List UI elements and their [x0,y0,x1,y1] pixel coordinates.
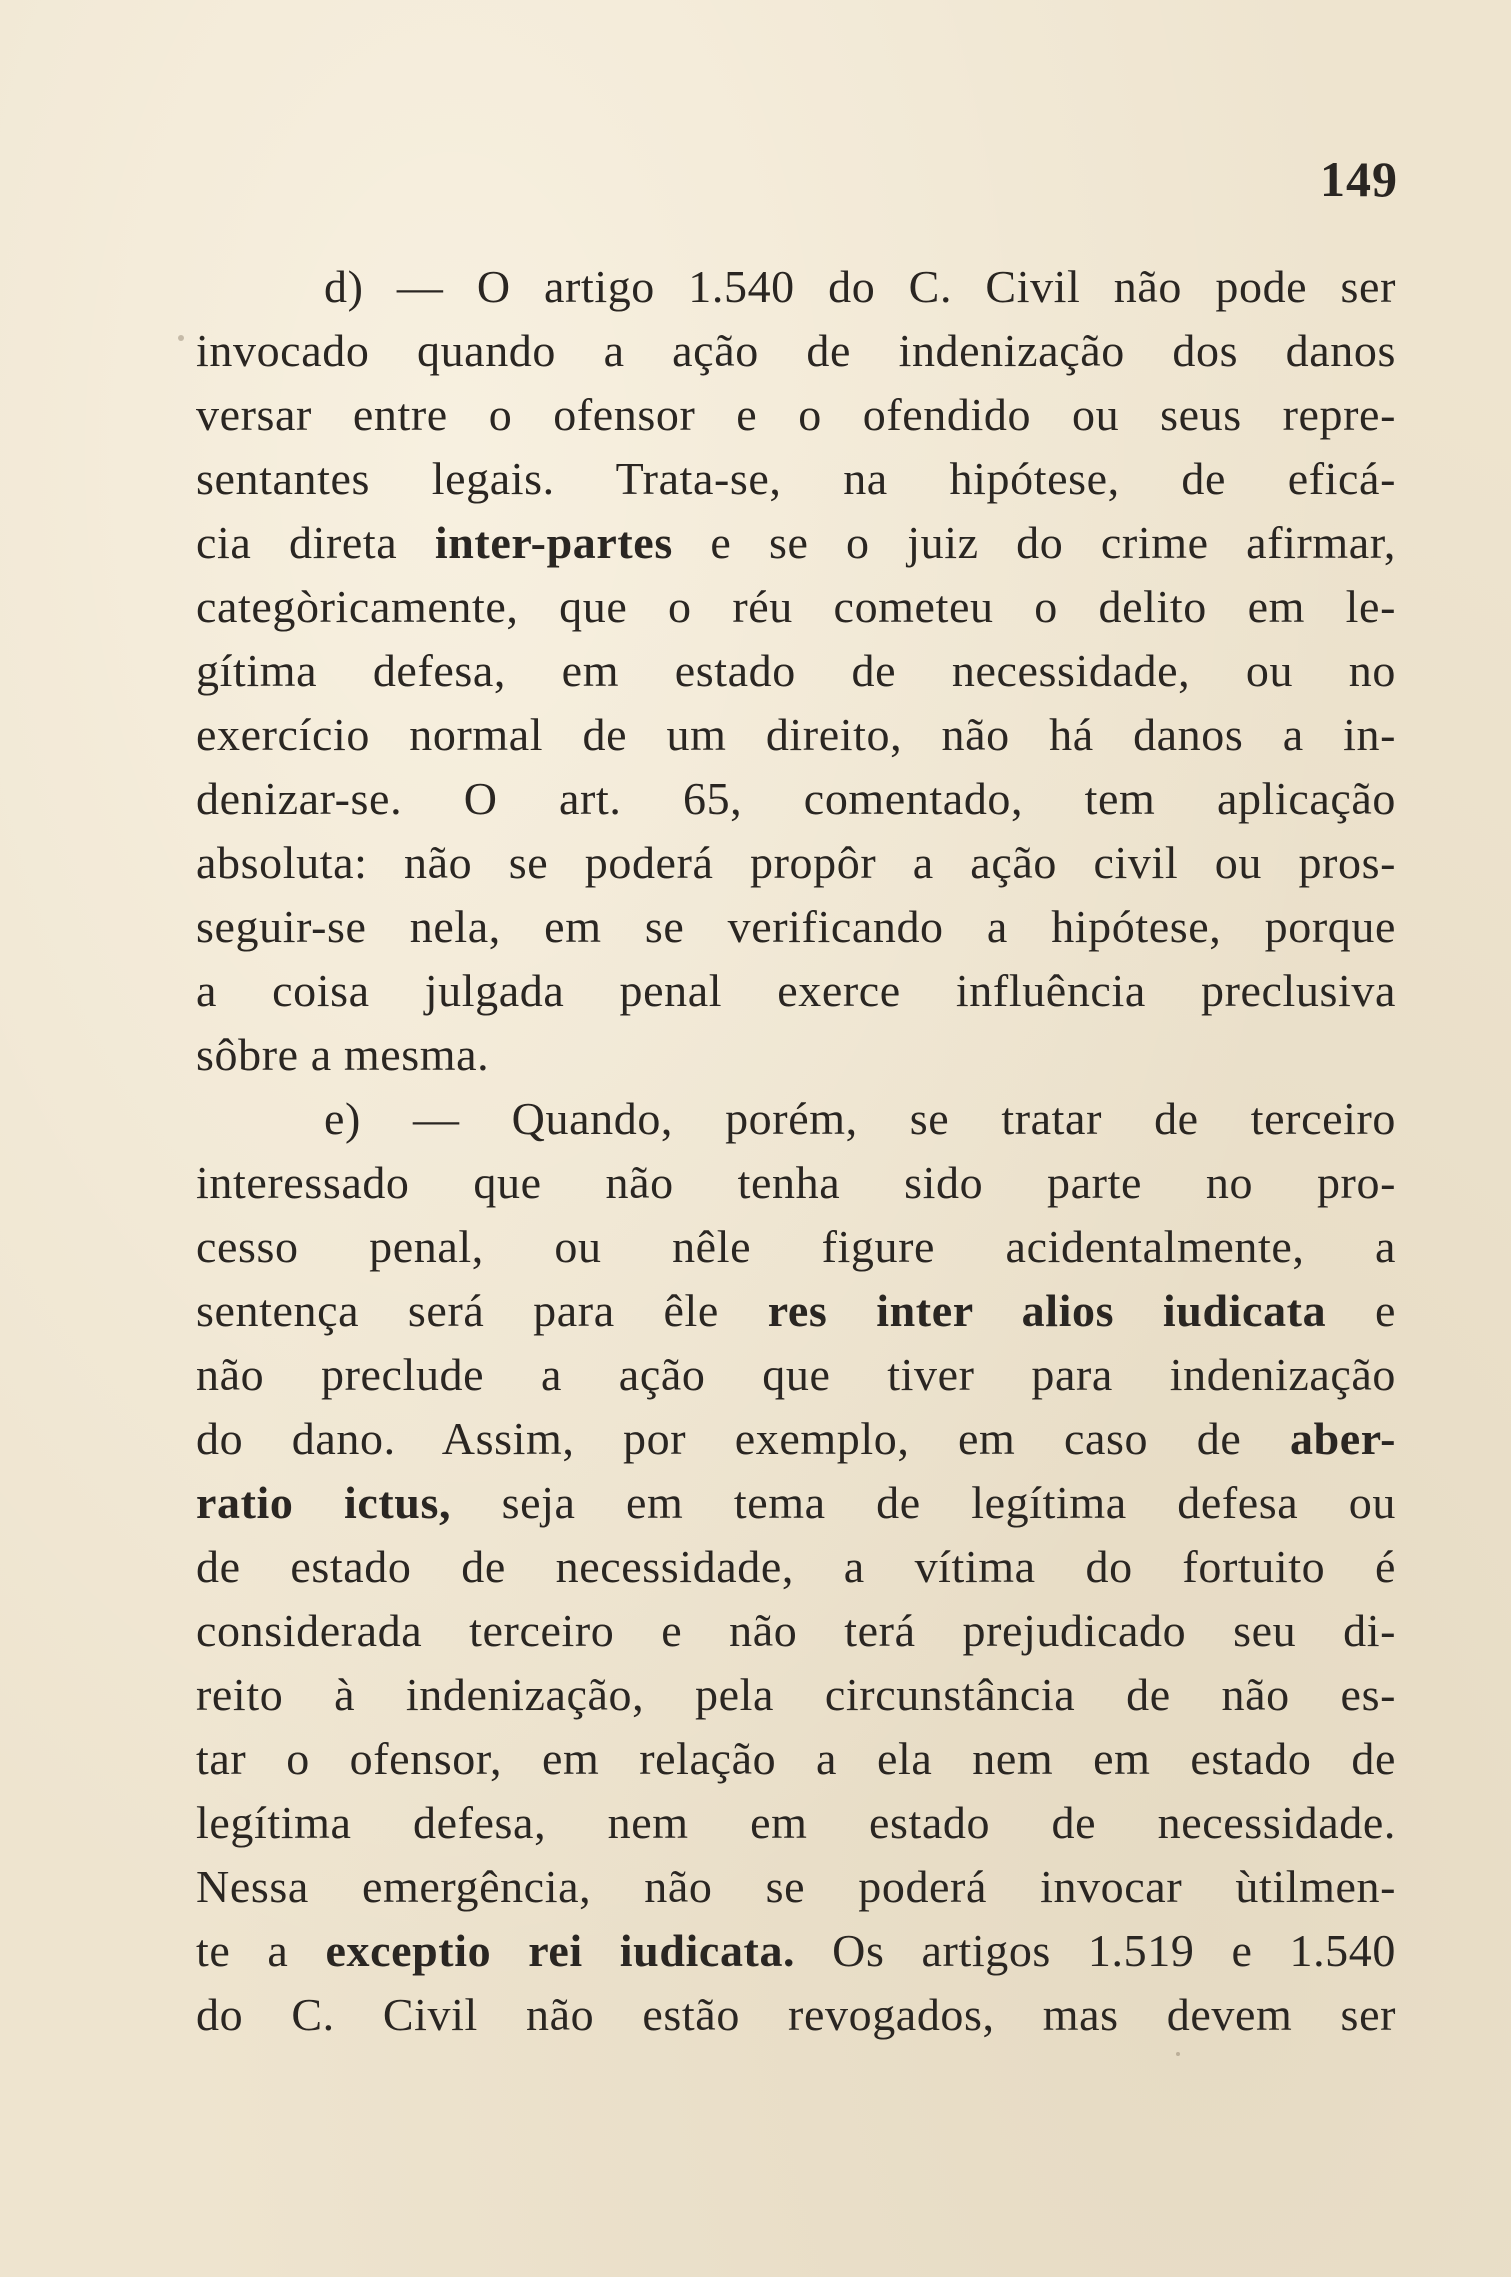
bold-term: ratio ictus, [196,1477,452,1528]
text-segment: categòricamente, que o réu cometeu o delito em le- [196,581,1396,632]
text-segment: e se o juiz do crime afirmar, [672,517,1396,568]
body-text [196,255,1396,2047]
text-segment: exercício normal de um direito, não há danos a in- [196,709,1396,760]
text-line [196,319,1396,383]
paragraph [196,1087,1396,2047]
bold-term: inter-partes [434,517,673,568]
text-segment: cia direta [196,517,435,568]
text-line [196,767,1396,831]
page-number: 149 [1320,151,1398,207]
text-segment: legítima defesa, nem em estado de necessidade. [196,1797,1396,1848]
text-line [196,1535,1396,1599]
text-segment: Os artigos 1.519 e 1.540 [795,1925,1396,1976]
text-line [196,511,1396,575]
text-segment: do dano. Assim, por exemplo, em caso de [196,1413,1290,1464]
text-segment: invocado quando a ação de indenização dos danos [196,325,1396,376]
text-line [196,1471,1396,1535]
text-line [196,639,1396,703]
bold-term: aber- [1289,1413,1396,1464]
text-segment: não preclude a ação que tiver para indenização [196,1349,1396,1400]
text-segment: interessado que não tenha sido parte no pro- [196,1157,1396,1208]
text-segment: gítima defesa, em estado de necessidade, ou no [196,645,1396,696]
text-line [196,255,1396,319]
text-line [196,1343,1396,1407]
text-line [196,1599,1396,1663]
text-segment: e) — Quando, porém, se tratar de terceiro [324,1093,1396,1144]
text-segment: absoluta: não se poderá propôr a ação civil ou pros- [196,837,1396,888]
text-line [196,1663,1396,1727]
text-segment: reito à indenização, pela circunstância de não es- [196,1669,1396,1720]
text-segment: de estado de necessidade, a vítima do fortuito é [196,1541,1396,1592]
bold-term: exceptio rei iudicata. [325,1925,796,1976]
text-segment: seguir-se nela, em se verificando a hipótese, porque [196,901,1396,952]
text-segment: sentantes legais. Trata-se, na hipótese, de eficá- [196,453,1396,504]
text-segment: te a [196,1925,326,1976]
text-line [196,959,1396,1023]
text-segment: versar entre o ofensor e o ofendido ou seus repre- [196,389,1396,440]
text-line [196,1087,1396,1151]
text-segment: d) — O artigo 1.540 do C. Civil não pode ser [324,261,1396,312]
print-speck [178,335,184,341]
text-line [196,1855,1396,1919]
text-line [196,1023,1396,1087]
paragraph [196,255,1396,1087]
text-line [196,703,1396,767]
bold-term: res inter alios iudicata [767,1285,1327,1336]
text-line [196,1983,1396,2047]
text-segment: e [1326,1285,1396,1336]
text-line [196,895,1396,959]
text-line [196,383,1396,447]
text-line [196,1279,1396,1343]
text-segment: sôbre a mesma. [196,1029,490,1080]
text-segment: sentença será para êle [196,1285,768,1336]
text-segment: seja em tema de legítima defesa ou [451,1477,1397,1528]
text-segment: denizar-se. O art. 65, comentado, tem aplicação [196,773,1396,824]
text-line [196,1919,1396,1983]
text-line [196,1151,1396,1215]
text-line [196,1215,1396,1279]
text-line [196,1407,1396,1471]
text-line [196,1727,1396,1791]
print-speck [1176,2052,1180,2056]
text-line [196,831,1396,895]
text-segment: a coisa julgada penal exerce influência preclusiva [196,965,1396,1016]
text-segment: do C. Civil não estão revogados, mas devem ser [196,1989,1396,2040]
text-segment: cesso penal, ou nêle figure acidentalmente, a [196,1221,1396,1272]
text-line [196,575,1396,639]
text-line [196,1791,1396,1855]
text-segment: tar o ofensor, em relação a ela nem em estado de [196,1733,1396,1784]
text-segment: considerada terceiro e não terá prejudicado seu di- [196,1605,1396,1656]
text-segment: Nessa emergência, não se poderá invocar ùtilmen- [196,1861,1396,1912]
text-line [196,447,1396,511]
